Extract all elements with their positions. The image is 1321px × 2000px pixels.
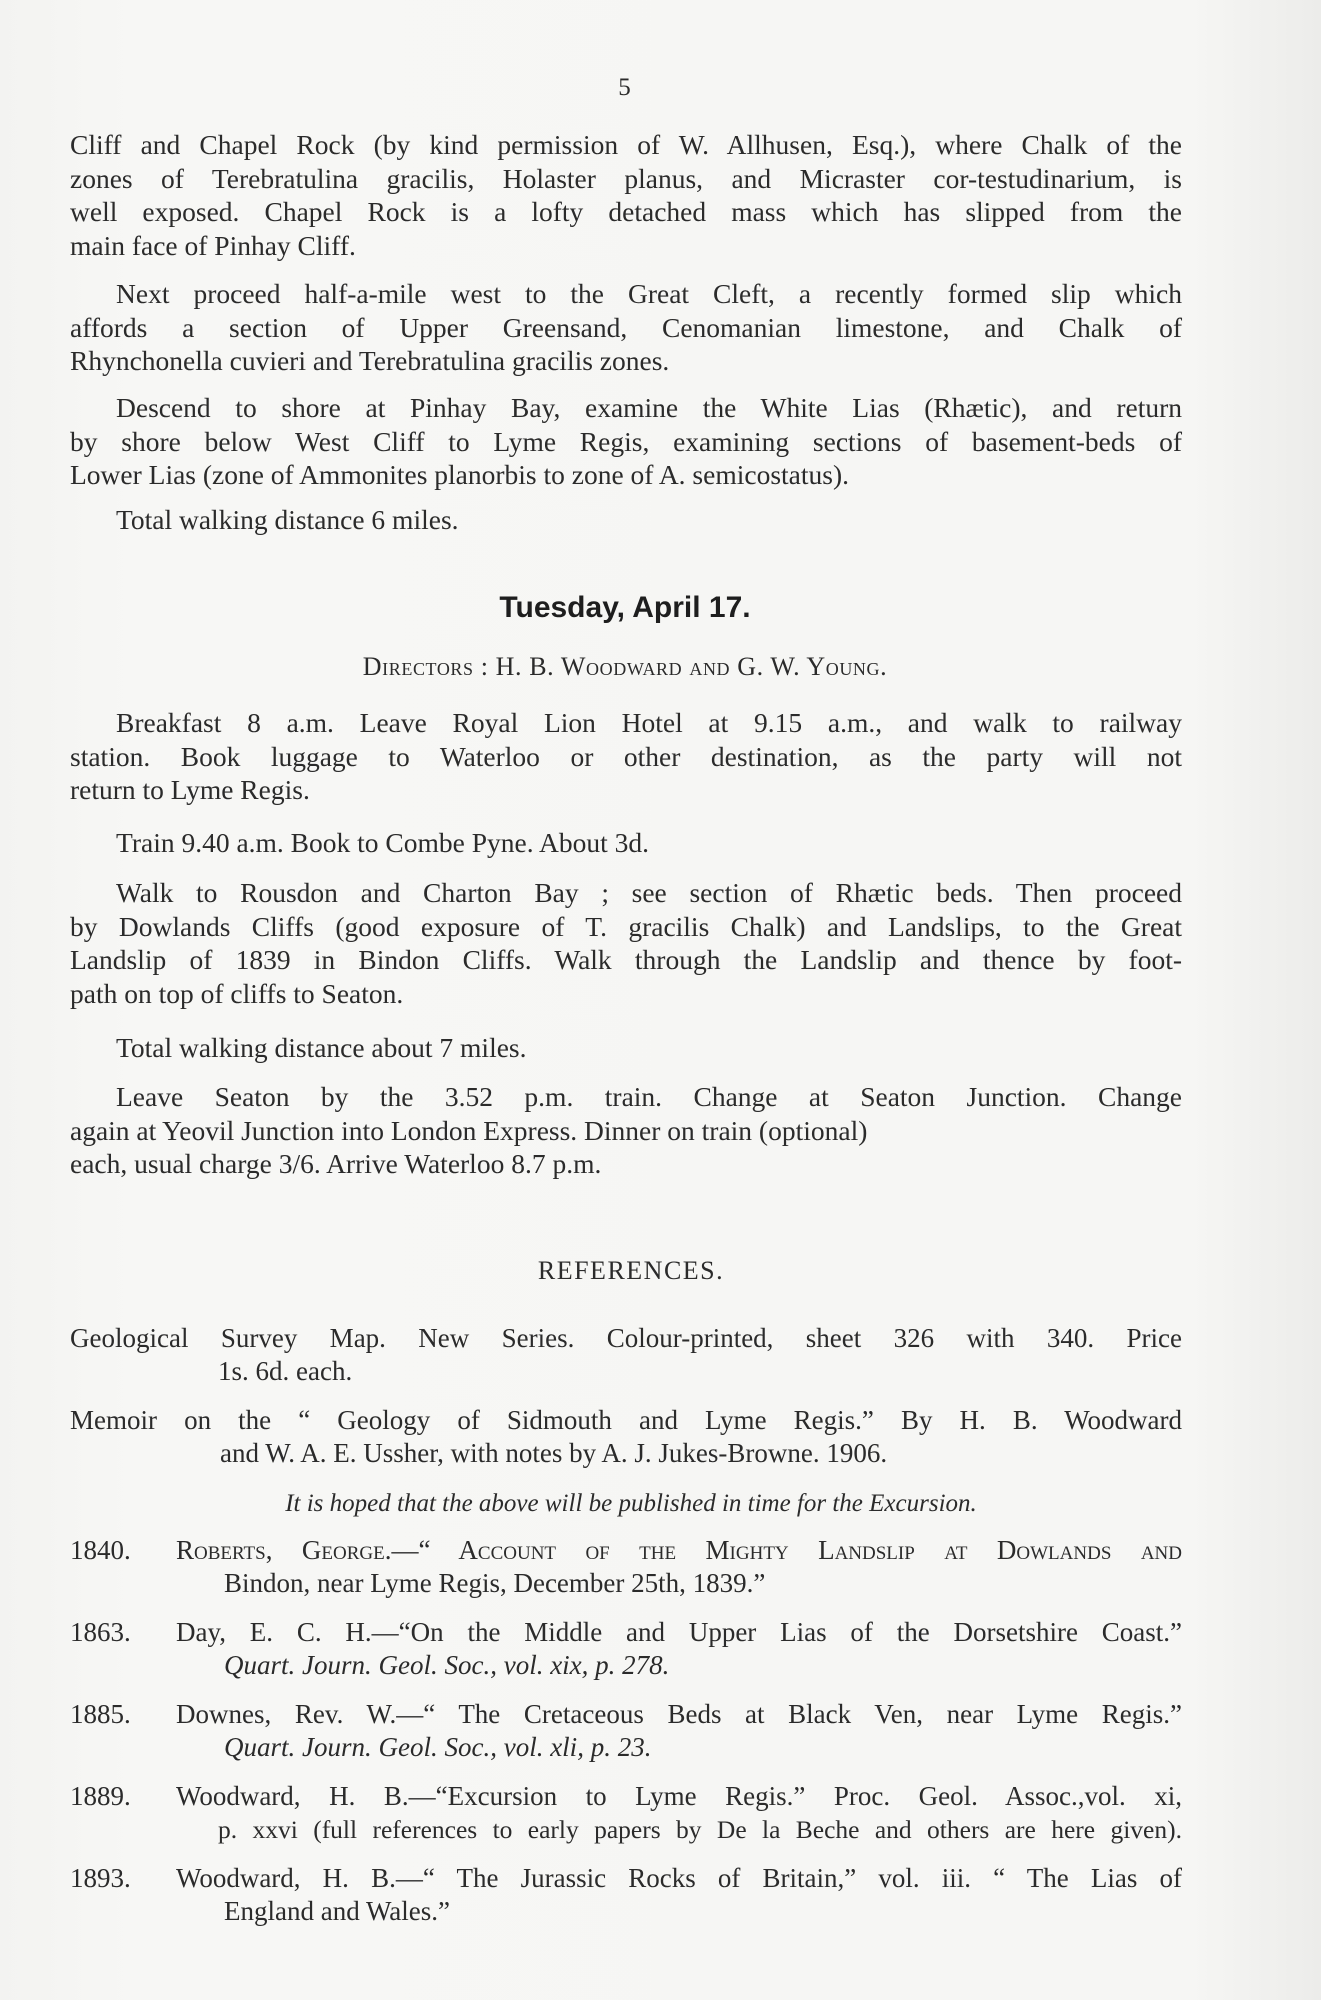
intro-paragraph-1 bbox=[70, 128, 1182, 262]
text-line: Lower Lias (zone of Ammonites planorbis to zone of A. semicostatus). bbox=[70, 459, 849, 490]
reference-text: Woodward, H. B.—“Excursion to Lyme Regis.” Proc. Geol. Assoc.,vol. xi, bbox=[176, 1781, 1182, 1811]
text-line: affords a section of Upper Greensand, Cenomanian limestone, and Chalk of bbox=[70, 311, 1182, 343]
reference-text: Bindon, near Lyme Regis, December 25th, 1839.” bbox=[224, 1568, 766, 1598]
tuesday-paragraph-1 bbox=[70, 706, 1182, 807]
reference-text: Woodward, H. B.—“ The Jurassic Rocks of Britain,” vol. iii. “ The Lias of bbox=[176, 1863, 1182, 1893]
references-note: It is hoped that the above will be published in time for the Excursion. bbox=[285, 1490, 977, 1517]
reference-year: 1889. bbox=[70, 1781, 131, 1811]
text-line: Landslip of 1839 in Bindon Cliffs. Walk through the Landslip and thence by foot- bbox=[70, 944, 1182, 975]
text-line: each, usual charge 3/6. Arrive Waterloo 8.7 p.m. bbox=[70, 1148, 602, 1179]
text-line: 1s. 6d. each. bbox=[218, 1356, 353, 1386]
reference-entry bbox=[70, 1698, 1182, 1764]
reference-year: 1840. bbox=[70, 1535, 131, 1565]
text-line: return to Lyme Regis. bbox=[70, 774, 310, 805]
reference-text: Quart. Journ. Geol. Soc., vol. xix, p. 278. bbox=[224, 1650, 670, 1680]
text-line: main face of Pinhay Cliff. bbox=[70, 229, 356, 261]
reference-memoir bbox=[70, 1404, 1182, 1470]
text-line: Leave Seaton by the 3.52 p.m. train. Change at Seaton Junction. Change bbox=[116, 1081, 1182, 1112]
text-line: and W. A. E. Ussher, with notes by A. J. Jukes-Browne. 1906. bbox=[220, 1438, 888, 1468]
intro-paragraph-3 bbox=[70, 391, 1182, 492]
text-line: Breakfast 8 a.m. Leave Royal Lion Hotel at 9.15 a.m., and walk to railway bbox=[116, 707, 1182, 738]
reference-text: p. xxvi (full references to early papers by De la Beche and others are here given). bbox=[218, 1815, 1182, 1844]
reference-text: England and Wales.” bbox=[224, 1896, 451, 1926]
tuesday-paragraph-3 bbox=[70, 876, 1182, 1010]
text-line: Cliff and Chapel Rock (by kind permission of W. Allhusen, Esq.), where Chalk of the bbox=[70, 129, 1182, 160]
text-line: Rhynchonella cuvieri and Terebratulina gracilis zones. bbox=[70, 345, 670, 376]
text-line: again at Yeovil Junction into London Express. Dinner on train (optional) bbox=[70, 1114, 868, 1146]
text-line: Descend to shore at Pinhay Bay, examine the White Lias (Rhætic), and return bbox=[116, 392, 1182, 423]
reference-text: Roberts, George.—“ Account of the Mighty Landslip at Dowlands and bbox=[176, 1535, 1182, 1565]
tuesday-paragraph-2 bbox=[70, 826, 1182, 860]
reference-year: 1893. bbox=[70, 1863, 131, 1893]
text-line: Next proceed half-a-mile west to the Great Cleft, a recently formed slip which bbox=[116, 278, 1182, 309]
reference-entry bbox=[70, 1862, 1182, 1928]
reference-entry bbox=[70, 1616, 1182, 1682]
text-line: Train 9.40 a.m. Book to Combe Pyne. About 3d. bbox=[116, 827, 649, 858]
text-line: by shore below West Cliff to Lyme Regis, examining sections of basement-beds of bbox=[70, 425, 1182, 457]
section-heading-tuesday: Tuesday, April 17. bbox=[499, 591, 751, 624]
text-line: Walk to Rousdon and Charton Bay ; see section of Rhætic beds. Then proceed bbox=[116, 877, 1182, 908]
text-line: Total walking distance 6 miles. bbox=[116, 504, 459, 535]
text-line: station. Book luggage to Waterloo or other destination, as the party will not bbox=[70, 740, 1182, 772]
text-line: by Dowlands Cliffs (good exposure of T. gracilis Chalk) and Landslips, to the Great bbox=[70, 910, 1182, 942]
text-line: zones of Terebratulina gracilis, Holaster planus, and Micraster cor-testudinarium, is bbox=[70, 162, 1182, 194]
tuesday-paragraph-5 bbox=[70, 1080, 1182, 1181]
text-line: Memoir on the “ Geology of Sidmouth and Lyme Regis.” By H. B. Woodward bbox=[70, 1405, 1182, 1435]
reference-map bbox=[70, 1322, 1182, 1388]
page-number: 5 bbox=[618, 74, 632, 101]
reference-entry bbox=[70, 1780, 1182, 1846]
reference-year: 1863. bbox=[70, 1617, 131, 1647]
reference-text: Quart. Journ. Geol. Soc., vol. xli, p. 23. bbox=[224, 1732, 652, 1762]
text-line: Total walking distance about 7 miles. bbox=[116, 1032, 527, 1063]
reference-entry bbox=[70, 1534, 1182, 1600]
intro-paragraph-4 bbox=[70, 503, 1182, 537]
reference-text: Day, E. C. H.—“On the Middle and Upper Lias of the Dorsetshire Coast.” bbox=[176, 1617, 1182, 1647]
references-heading: REFERENCES. bbox=[537, 1256, 725, 1285]
tuesday-paragraph-4 bbox=[70, 1031, 1182, 1065]
intro-paragraph-2 bbox=[70, 277, 1182, 378]
text-line: well exposed. Chapel Rock is a lofty detached mass which has slipped from the bbox=[70, 196, 1182, 227]
directors-line: Directors : H. B. Woodward and G. W. Young. bbox=[362, 652, 888, 681]
text-line: Geological Survey Map. New Series. Colour-printed, sheet 326 with 340. Price bbox=[70, 1323, 1182, 1353]
text-line: path on top of cliffs to Seaton. bbox=[70, 977, 404, 1009]
reference-text: Downes, Rev. W.—“ The Cretaceous Beds at Black Ven, near Lyme Regis.” bbox=[176, 1699, 1182, 1729]
reference-year: 1885. bbox=[70, 1699, 131, 1729]
